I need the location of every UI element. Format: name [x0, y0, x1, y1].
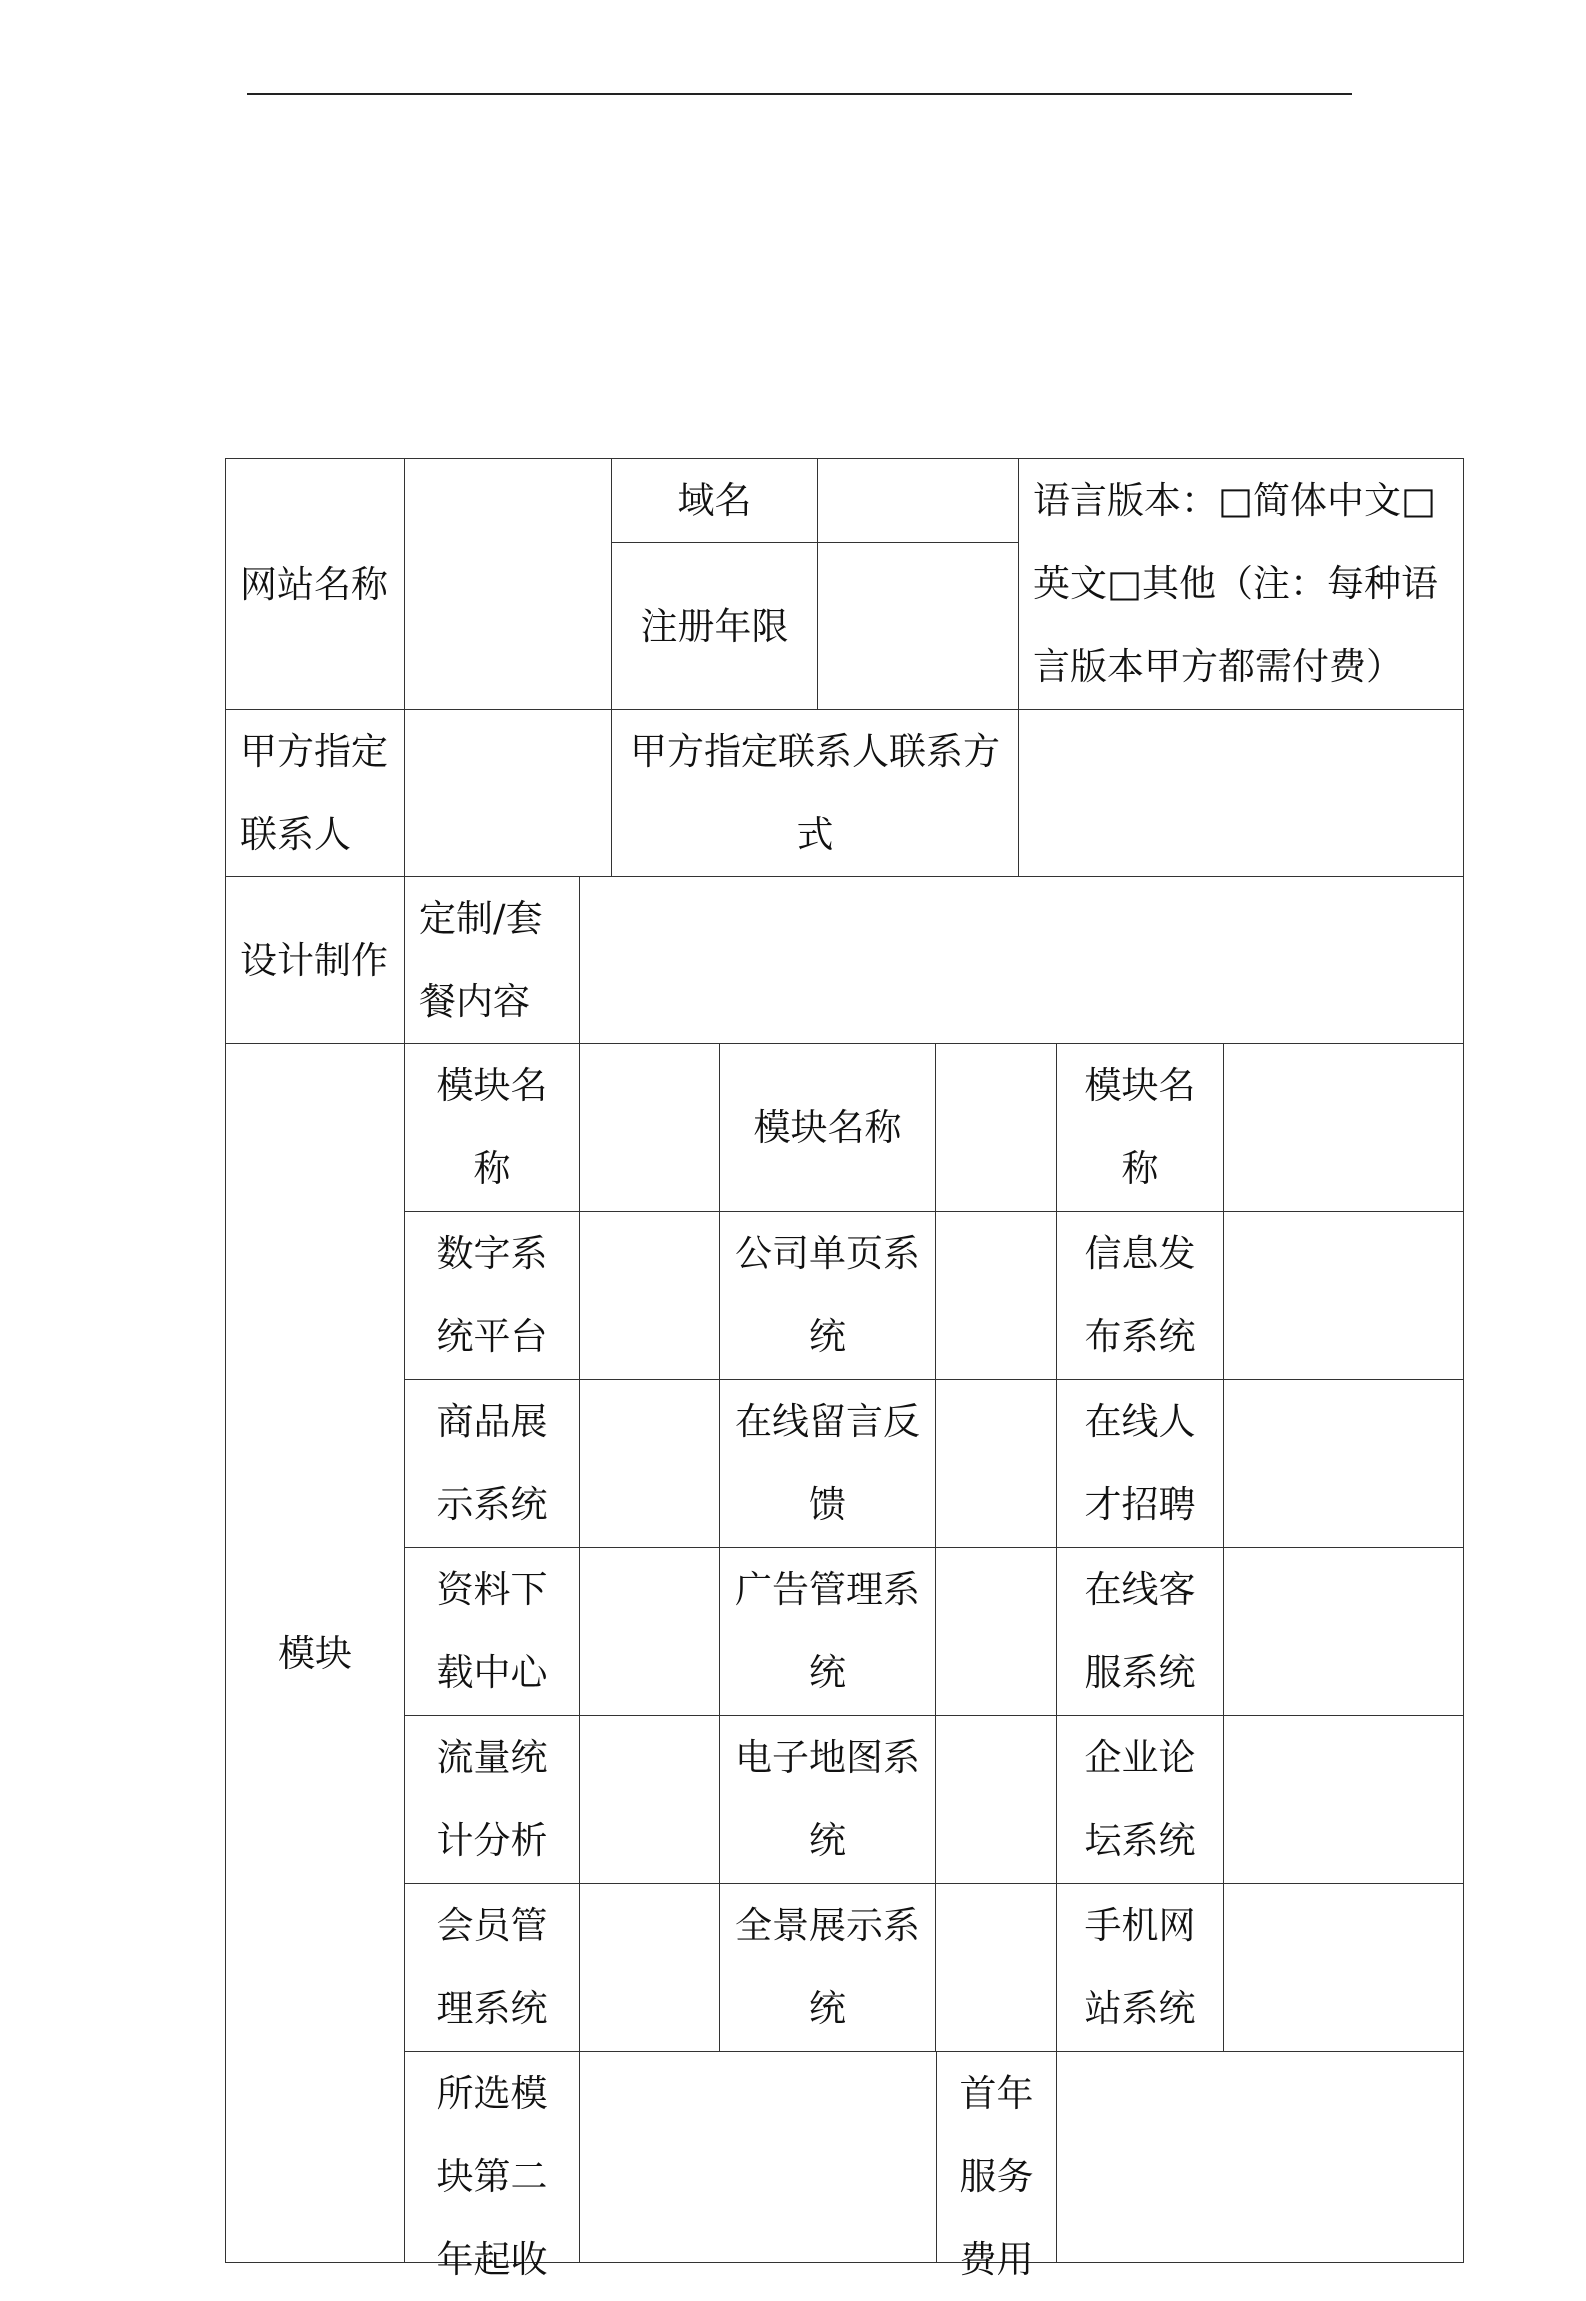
module-name: 在线留言反 馈 [719, 1379, 936, 1548]
module-check[interactable] [579, 1379, 720, 1548]
module-name: 全景展示系 统 [719, 1883, 936, 2052]
module-name: 广告管理系 统 [719, 1547, 936, 1716]
module-check[interactable] [579, 1043, 720, 1212]
design-label: 设计制作 [225, 876, 405, 1044]
module-check[interactable] [579, 1715, 720, 1884]
module-check[interactable] [1223, 1379, 1464, 1548]
module-check[interactable] [935, 1211, 1057, 1380]
module-name-header: 模块名称 [719, 1043, 936, 1212]
custom-package-label: 定制/套 餐内容 [404, 876, 580, 1044]
module-check[interactable] [1223, 1547, 1464, 1716]
module-name: 资料下 载中心 [404, 1547, 580, 1716]
module-name-header: 模块名 称 [1056, 1043, 1224, 1212]
module-name: 电子地图系 统 [719, 1715, 936, 1884]
module-name: 信息发 布系统 [1056, 1211, 1224, 1380]
module-name: 手机网 站系统 [1056, 1883, 1224, 2052]
header-rule [247, 93, 1352, 95]
contact-method-label: 甲方指定联系人联系方 式 [611, 709, 1019, 877]
reg-years-label: 注册年限 [611, 542, 818, 710]
module-check[interactable] [935, 1715, 1057, 1884]
module-name: 会员管 理系统 [404, 1883, 580, 2052]
contact-label: 甲方指定 联系人 [225, 709, 405, 877]
site-name-value[interactable] [404, 458, 612, 710]
module-name: 流量统 计分析 [404, 1715, 580, 1884]
module-name-header: 模块名 称 [404, 1043, 580, 1212]
first-year-fee-label: 首年 服务 费用 [936, 2051, 1057, 2263]
module-check[interactable] [1223, 1043, 1464, 1212]
module-name: 商品展 示系统 [404, 1379, 580, 1548]
site-name-label: 网站名称 [225, 458, 405, 710]
second-year-fee-label: 所选模 块第二 年起收 [404, 2051, 580, 2263]
module-check[interactable] [1223, 1211, 1464, 1380]
second-year-fee-value[interactable] [579, 2051, 937, 2263]
module-check[interactable] [1223, 1883, 1464, 2052]
module-check[interactable] [579, 1211, 720, 1380]
contact-value[interactable] [404, 709, 612, 877]
module-check[interactable] [1223, 1715, 1464, 1884]
module-name: 数字系 统平台 [404, 1211, 580, 1380]
module-check[interactable] [935, 1043, 1057, 1212]
module-check[interactable] [579, 1883, 720, 2052]
modules-label: 模块 [225, 1043, 405, 2263]
reg-years-value[interactable] [817, 542, 1019, 710]
module-name: 企业论 坛系统 [1056, 1715, 1224, 1884]
domain-value[interactable] [817, 458, 1019, 543]
module-check[interactable] [935, 1379, 1057, 1548]
contact-method-value[interactable] [1018, 709, 1464, 877]
module-name: 公司单页系 统 [719, 1211, 936, 1380]
domain-label: 域名 [611, 458, 818, 543]
module-check[interactable] [935, 1883, 1057, 2052]
module-name: 在线人 才招聘 [1056, 1379, 1224, 1548]
custom-package-value[interactable] [579, 876, 1464, 1044]
module-check[interactable] [935, 1547, 1057, 1716]
language-version: 语言版本：□简体中文□ 英文□其他（注：每种语 言版本甲方都需付费） [1018, 458, 1464, 710]
module-name: 在线客 服系统 [1056, 1547, 1224, 1716]
module-check[interactable] [579, 1547, 720, 1716]
first-year-fee-value[interactable] [1056, 2051, 1464, 2263]
